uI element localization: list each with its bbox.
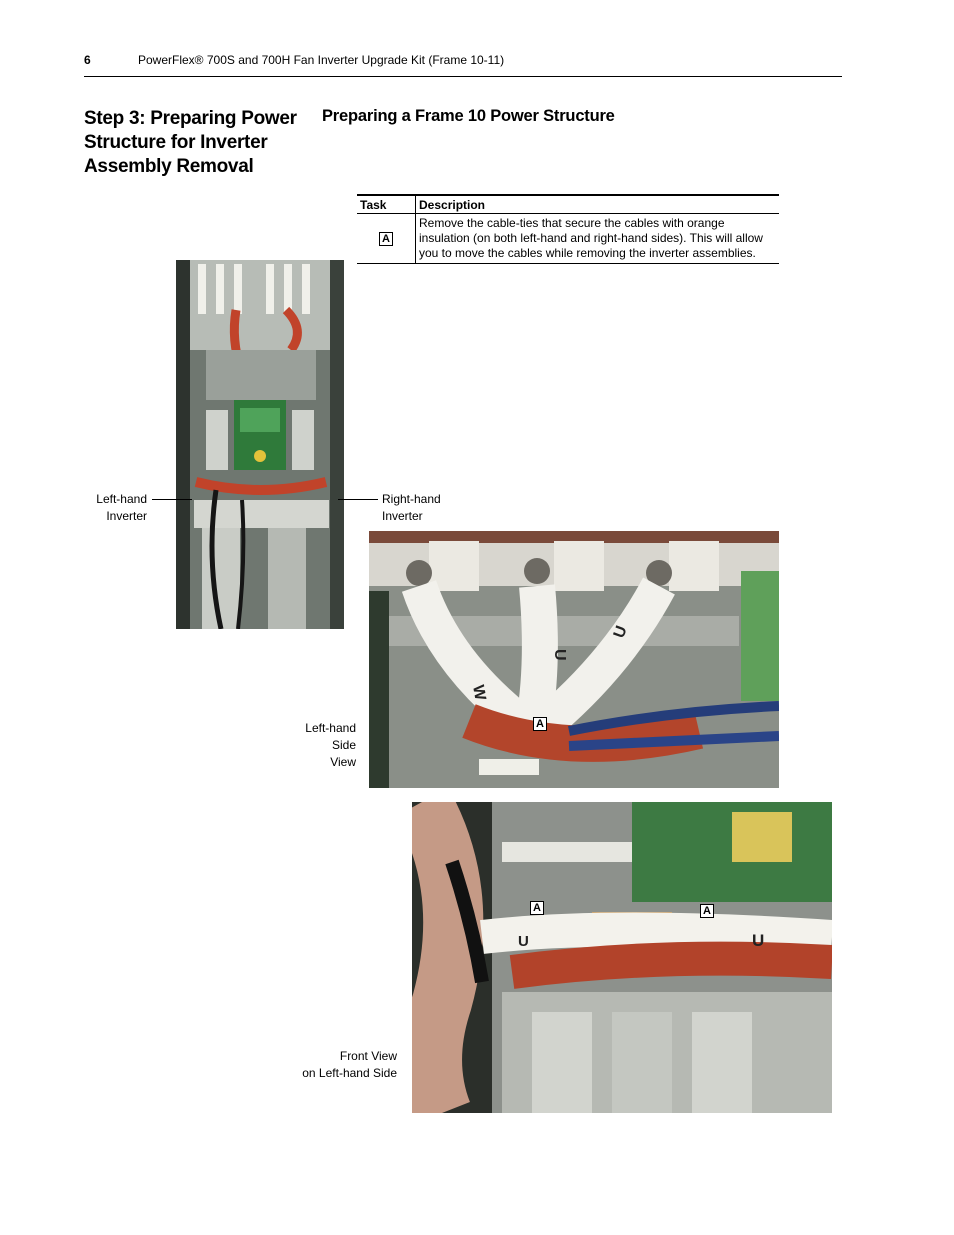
table-row <box>357 214 779 264</box>
right-hand-inverter-label: Right-hand Inverter <box>382 492 441 523</box>
column-header-description: Description <box>416 195 780 214</box>
right-hand-leader-line <box>338 499 378 500</box>
side-view-callout-a: A <box>533 717 547 731</box>
task-description: Remove the cable-ties that secure the cables with orange insulation (on both left-hand and right-hand sides). This will allow you to move the cables while removing the inverter assemblies. <box>416 214 780 264</box>
cable-mark-front-u2: U <box>752 931 765 950</box>
front-view-label: Front View on Left-hand Side <box>302 1049 397 1080</box>
page-number: 6 <box>84 53 91 67</box>
task-callout: A <box>379 232 393 246</box>
side-view-label: Left-hand Side View <box>305 721 356 769</box>
section-title: Preparing a Frame 10 Power Structure <box>322 107 615 125</box>
cable-mark-u1: U <box>551 649 568 661</box>
cable-mark-w: W <box>469 683 489 702</box>
task-table <box>357 194 779 264</box>
column-header-task: Task <box>357 195 416 214</box>
cable-mark-front-u1: U <box>518 933 529 950</box>
side-view-illustration <box>369 531 779 788</box>
front-view-illustration <box>412 802 832 1113</box>
left-hand-leader-line <box>152 499 192 500</box>
side-view-photo <box>369 531 779 788</box>
header-rule <box>84 76 842 77</box>
front-view-callout-a-right: A <box>700 904 714 918</box>
left-hand-inverter-label: Left-hand Inverter <box>96 492 147 523</box>
front-view-photo <box>412 802 832 1113</box>
running-header-title: PowerFlex® 700S and 700H Fan Inverter Upgrade Kit (Frame 10-11) <box>138 53 505 67</box>
power-structure-illustration <box>176 260 344 629</box>
cable-mark-u2: U <box>610 623 631 641</box>
power-structure-photo <box>176 260 344 629</box>
step-title: Step 3: Preparing Power Structure for Inverter Assembly Removal <box>84 108 297 177</box>
front-view-callout-a-left: A <box>530 901 544 915</box>
